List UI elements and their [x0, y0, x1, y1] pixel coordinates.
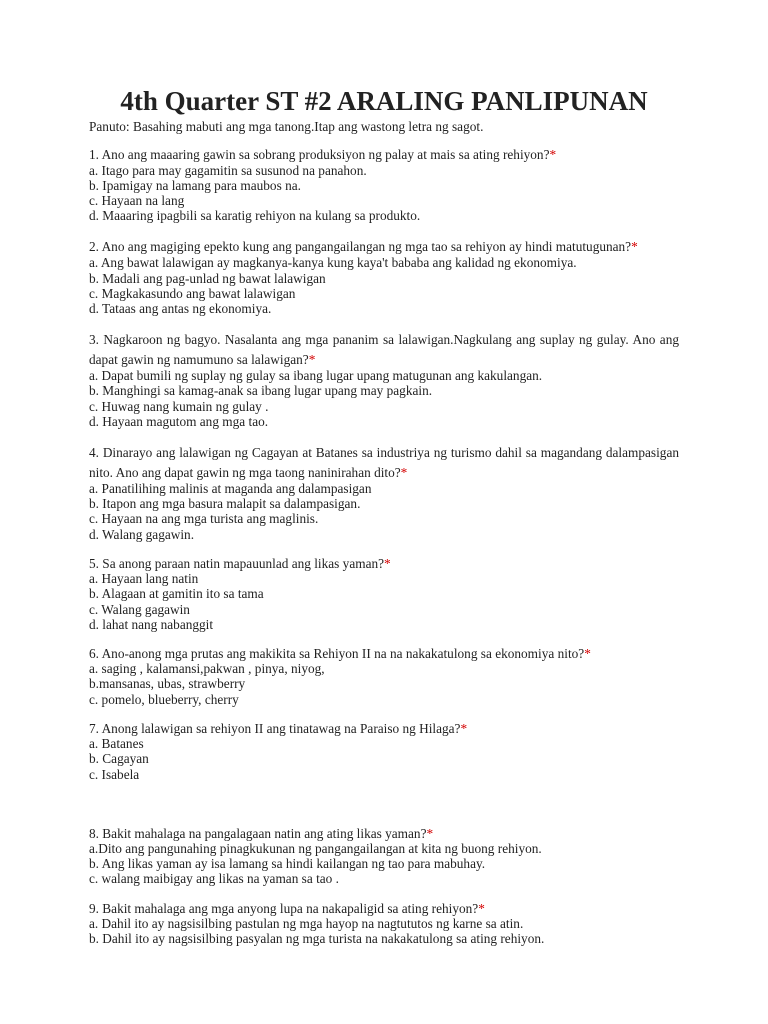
question-text	[89, 330, 679, 370]
question-4	[89, 443, 679, 542]
question-text-content: 7. Anong lalawigan sa rehiyon II ang tinatawag na Paraiso ng Hilaga?	[89, 720, 461, 736]
answer-option: b. Itapon ang mga basura malapit sa dalampasigan.	[89, 496, 361, 512]
answer-option: a. Ang bawat lalawigan ay magkanya-kanya kung kaya't bababa ang kalidad ng ekonomiya.	[89, 255, 577, 271]
question-2	[89, 237, 679, 316]
question-text-content: 5. Sa anong paraan natin mapauunlad ang likas yaman?	[89, 555, 385, 571]
question-text-content: 9. Bakit mahalaga ang mga anyong lupa na nakapaligid sa ating rehiyon?	[89, 900, 479, 916]
question-text	[89, 237, 679, 257]
question-text	[89, 147, 679, 162]
answer-option: d. lahat nang nabanggit	[89, 616, 214, 632]
answer-option: c. Huwag nang kumain ng gulay .	[89, 398, 269, 414]
page-title: 4th Quarter ST #2 ARALING PANLIPUNAN	[120, 86, 648, 116]
answer-option: c. Walang gagawin	[89, 601, 190, 617]
blank-space	[89, 796, 679, 826]
answer-option: c. Hayaan na lang	[89, 193, 185, 208]
question-3	[89, 330, 679, 429]
question-text-content: 1. Ano ang maaaring gawin sa sobrang produksiyon ng palay at mais sa ating rehiyon?	[89, 147, 550, 163]
required-asterisk: *	[478, 900, 485, 916]
answer-option: d. Tataas ang antas ng ekonomiya.	[89, 301, 272, 317]
question-text-content: 4. Dinarayo ang lalawigan ng Cagayan at Batanes sa industriya ng turismo dahil sa magandang dalampasigan nito. Ano ang dapat gawin ng mga taong naninirahan dito?	[89, 445, 679, 481]
question-8	[89, 826, 679, 887]
answer-option: a. Batanes	[89, 736, 144, 752]
question-1	[89, 147, 679, 223]
answer-option: b. Dahil ito ay nagsisilbing pasyalan ng mga turista na nakakatulong sa ating rehiyon.	[89, 931, 545, 947]
question-text-content: 2. Ano ang magiging epekto kung ang pangangailangan ng mga tao sa rehiyon ay hindi matutugunan?	[89, 239, 632, 255]
answer-option: a. Hayaan lang natin	[89, 571, 199, 587]
question-7	[89, 721, 679, 782]
question-text-content: 3. Nagkaroon ng bagyo. Nasalanta ang mga pananim sa lalawigan.Nagkulang ang suplay ng gulay. Ano ang dapat gawin ng namumuno sa lalawigan?	[89, 332, 679, 368]
question-text	[89, 443, 679, 483]
required-asterisk: *	[584, 645, 591, 661]
answer-option: d. Hayaan magutom ang mga tao.	[89, 413, 269, 429]
answer-option: b. Ipamigay na lamang para maubos na.	[89, 177, 301, 193]
question-9	[89, 901, 679, 947]
answer-option: a. saging , kalamansi,pakwan , pinya, niyog,	[89, 661, 325, 677]
required-asterisk: *	[426, 825, 434, 841]
question-text	[89, 901, 679, 916]
answer-option: b. Manghingi sa kamag-anak sa ibang lugar upang may pagkain.	[89, 383, 433, 399]
required-asterisk: *	[631, 239, 638, 255]
answer-option: c. pomelo, blueberry, cherry	[89, 691, 239, 707]
quiz-content	[89, 119, 679, 960]
answer-option: a. Dapat bumili ng suplay ng gulay sa ibang lugar upang matugunan ang kakulangan.	[89, 368, 543, 384]
question-text-content: 8. Bakit mahalaga na pangalagaan natin ang ating likas yaman?	[89, 825, 427, 841]
required-asterisk: *	[549, 147, 557, 163]
instructions: Panuto: Basahing mabuti ang mga tanong.Itap ang wastong letra ng sagot.	[89, 119, 484, 134]
answer-option: c. Magkakasundo ang bawat lalawigan	[89, 285, 296, 301]
answer-option: c. walang maibigay ang likas na yaman sa tao .	[89, 871, 339, 887]
question-text	[89, 646, 679, 661]
required-asterisk: *	[308, 352, 316, 368]
answer-option: d. Maaaring ipagbili sa karatig rehiyon na kulang sa produkto.	[89, 208, 421, 224]
answer-option: d. Walang gagawin.	[89, 526, 195, 542]
required-asterisk: *	[384, 555, 391, 571]
question-5	[89, 556, 679, 632]
answer-option: a. Itago para may gagamitin sa susunod na panahon.	[89, 162, 367, 178]
question-text	[89, 556, 679, 571]
question-6	[89, 646, 679, 707]
answer-option: b. Cagayan	[89, 751, 149, 767]
question-text-content: 6. Ano-anong mga prutas ang makikita sa Rehiyon II na na nakakatulong sa ekonomiya nito?	[89, 645, 585, 661]
answer-option: c. Isabela	[89, 766, 140, 782]
question-text	[89, 721, 679, 736]
answer-option: a. Panatilihing malinis at maganda ang dalampasigan	[89, 481, 372, 497]
question-text	[89, 826, 679, 841]
answer-option: c. Hayaan na ang mga turista ang maglinis.	[89, 511, 319, 527]
required-asterisk: *	[460, 720, 468, 736]
answer-option: a.Dito ang pangunahing pinagkukunan ng pangangailangan at kita ng buong rehiyon.	[89, 841, 542, 857]
answer-option: a. Dahil ito ay nagsisilbing pastulan ng mga hayop na nagtututos ng karne sa atin.	[89, 915, 524, 931]
answer-option: b. Madali ang pag-unlad ng bawat lalawigan	[89, 270, 326, 286]
required-asterisk: *	[400, 465, 408, 481]
answer-option: b. Alagaan at gamitin ito sa tama	[89, 586, 264, 602]
answer-option: b. Ang likas yaman ay isa lamang sa hindi kailangan ng tao para mabuhay.	[89, 856, 486, 872]
answer-option: b.mansanas, ubas, strawberry	[89, 676, 246, 692]
